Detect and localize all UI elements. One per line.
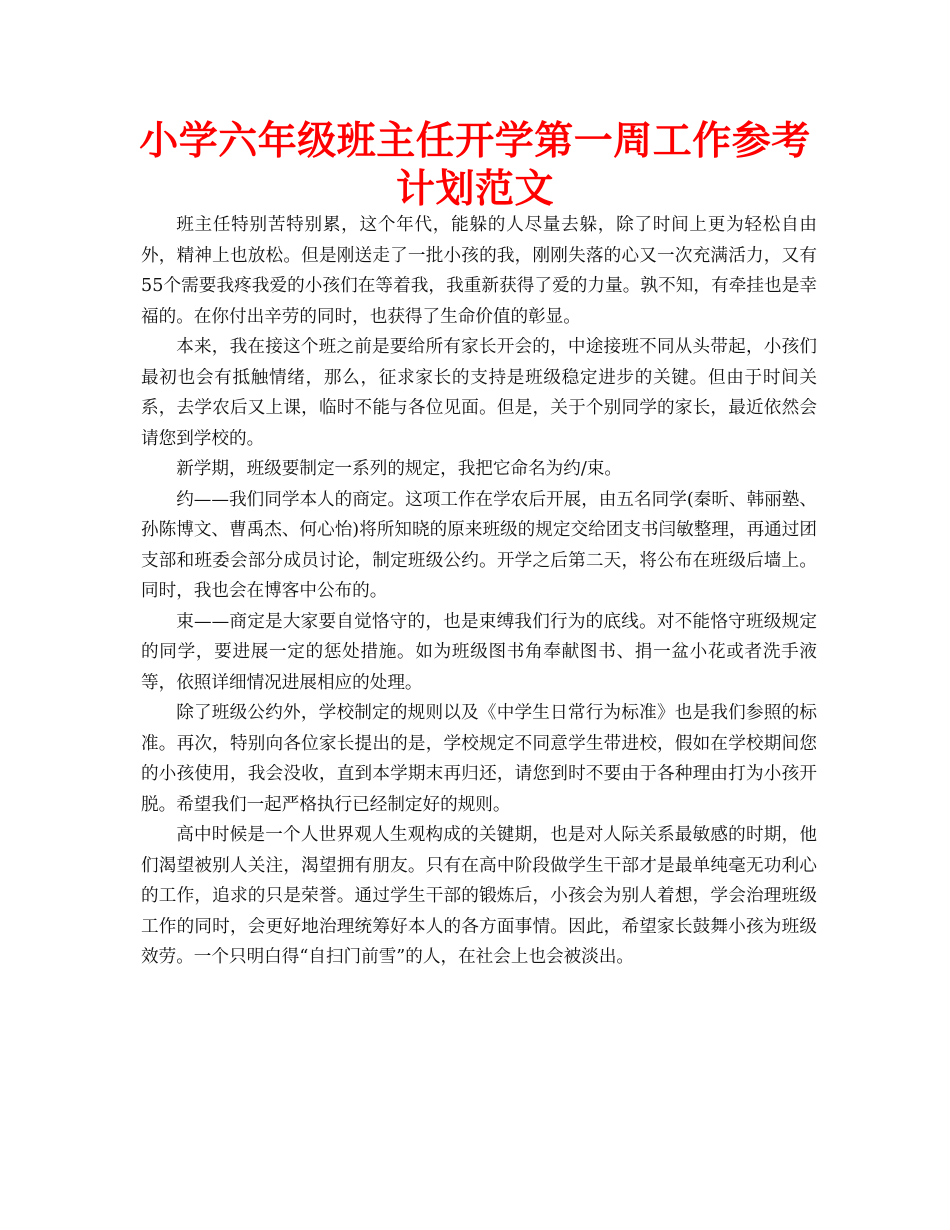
document-title: 小学六年级班主任开学第一周工作参考计划范文: [139, 119, 811, 212]
paragraph-5: 束——商定是大家要自觉恪守的，也是束缚我们行为的底线。对不能恪守班级规定的同学，要进展一定的惩处措施。如为班级图书角奉献图书、捐一盆小花或者洗手液等，依照详细情况进展相应的处理。: [141, 611, 817, 693]
paragraph-1: 班主任特别苦特别累，这个年代，能躲的人尽量去躲，除了时间上更为轻松自由外，精神上也放松。但是刚送走了一批小孩的我，刚刚失落的心又一次充满活力，又有55个需要我疼我爱的小孩们在等着我，我重新获得了爱的力量。孰不知，有牵挂也是幸福的。在你付出辛劳的同时，也获得了生命价值的彰显。: [141, 215, 817, 327]
paragraph-7: 高中时候是一个人世界观人生观构成的关键期，也是对人际关系最敏感的时期，他们渴望被别人关注，渴望拥有朋友。只有在高中阶段做学生干部才是最单纯毫无功利心的工作，追求的只是荣誉。通过学生干部的锻炼后，小孩会为别人着想，学会治理班级工作的同时，会更好地治理统筹好本人的各方面事情。因此，希望家长鼓舞小孩为班级效劳。一个只明白得“自扫门前雪”的人，在社会上也会被淡出。: [141, 825, 817, 967]
paragraph-2: 本来，我在接这个班之前是要给所有家长开会的，中途接班不同从头带起，小孩们最初也会有抵触情绪，那么，征求家长的支持是班级稳定进步的关键。但由于时间关系，去学农后又上课，临时不能与各位见面。但是，关于个别同学的家长，最近依然会请您到学校的。: [141, 337, 817, 449]
document-body: [141, 210, 817, 973]
paragraph-4: 约——我们同学本人的商定。这项工作在学农后开展，由五名同学(秦昕、韩丽塾、孙陈博文、曹禹杰、何心怡)将所知晓的原来班级的规定交给团支书闫敏整理，再通过团支部和班委会部分成员讨论，制定班级公约。开学之后第二天，将公布在班级后墙上。同时，我也会在博客中公布的。: [141, 489, 817, 601]
paragraph-6: 除了班级公约外，学校制定的规则以及《中学生日常行为标准》也是我们参照的标准。再次，特别向各位家长提出的是，学校规定不同意学生带进校，假如在学校期间您的小孩使用，我会没收，直到本学期末再归还，请您到时不要由于各种理由打为小孩开脱。希望我们一起严格执行已经制定好的规则。: [141, 703, 817, 815]
paragraph-3: 新学期，班级要制定一系列的规定，我把它命名为约/束。: [176, 459, 622, 479]
